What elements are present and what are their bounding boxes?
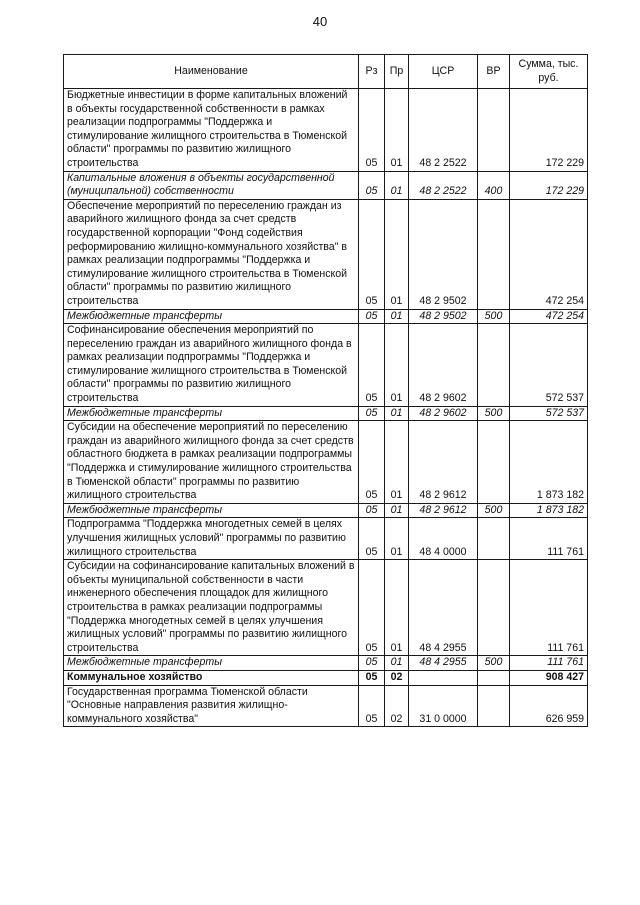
cell-sum: 111 761 <box>510 560 588 656</box>
cell-rz: 05 <box>359 324 385 407</box>
cell-name: Межбюджетные трансферты <box>64 656 359 671</box>
cell-vr <box>478 199 510 309</box>
cell-csr: 48 4 0000 <box>409 518 478 560</box>
cell-csr: 48 2 9612 <box>409 421 478 504</box>
header-sum: Сумма, тыс. руб. <box>510 55 588 89</box>
cell-vr: 500 <box>478 309 510 324</box>
cell-rz: 05 <box>359 171 385 199</box>
cell-rz: 05 <box>359 656 385 671</box>
table-row <box>64 503 588 518</box>
cell-sum: 626 959 <box>510 685 588 727</box>
cell-pr: 01 <box>385 199 409 309</box>
cell-name: Государственная программа Тюменской области "Основные направления развития жилищно-коммунального хозяйства" <box>64 685 359 727</box>
cell-rz: 05 <box>359 199 385 309</box>
table-row <box>64 324 588 407</box>
cell-name: Межбюджетные трансферты <box>64 309 359 324</box>
cell-csr: 48 2 2522 <box>409 89 478 172</box>
cell-sum: 572 537 <box>510 406 588 421</box>
table-row <box>64 89 588 172</box>
table-row <box>64 309 588 324</box>
cell-vr: 500 <box>478 656 510 671</box>
table-row <box>64 685 588 727</box>
table-row <box>64 656 588 671</box>
cell-sum: 111 761 <box>510 656 588 671</box>
cell-sum: 1 873 182 <box>510 421 588 504</box>
cell-sum: 472 254 <box>510 309 588 324</box>
cell-rz: 05 <box>359 518 385 560</box>
cell-pr: 01 <box>385 503 409 518</box>
cell-pr: 02 <box>385 670 409 685</box>
cell-pr: 01 <box>385 560 409 656</box>
cell-name: Межбюджетные трансферты <box>64 406 359 421</box>
header-name: Наименование <box>64 55 359 89</box>
cell-pr: 01 <box>385 309 409 324</box>
cell-csr: 31 0 0000 <box>409 685 478 727</box>
cell-csr: 48 2 9602 <box>409 406 478 421</box>
cell-name: Коммунальное хозяйство <box>64 670 359 685</box>
cell-sum: 172 229 <box>510 89 588 172</box>
cell-csr: 48 2 9502 <box>409 199 478 309</box>
cell-pr: 01 <box>385 89 409 172</box>
header-pr: Пр <box>385 55 409 89</box>
cell-name: Межбюджетные трансферты <box>64 503 359 518</box>
cell-vr <box>478 89 510 172</box>
header-vr: ВР <box>478 55 510 89</box>
cell-name: Бюджетные инвестиции в форме капитальных вложений в объекты государственной собственности в рамках реализации подпрограммы "Поддержка и стимулирование жилищного строительства в Тюменской области" программы по развитию жилищного строительства <box>64 89 359 172</box>
cell-sum: 908 427 <box>510 670 588 685</box>
cell-name: Обеспечение мероприятий по переселению граждан из аварийного жилищного фонда за счет средств государственной корпорации "Фонд содействия реформированию жилищно-коммунального хозяйства" в рамках реализации подпрограммы "Поддержка и стимулирование жилищного строительства в Тюменской области" программы по развитию жилищного строительства <box>64 199 359 309</box>
cell-sum: 172 229 <box>510 171 588 199</box>
cell-rz: 05 <box>359 685 385 727</box>
cell-csr: 48 2 9502 <box>409 309 478 324</box>
cell-name: Субсидии на обеспечение мероприятий по переселению граждан из аварийного жилищного фонда за счет средств областного бюджета в рамках реализации подпрограммы "Поддержка и стимулирование жилищного строительства в Тюменской области" программы по развитию жилищного строительства <box>64 421 359 504</box>
cell-pr: 01 <box>385 656 409 671</box>
cell-pr: 02 <box>385 685 409 727</box>
cell-rz: 05 <box>359 560 385 656</box>
cell-csr: 48 2 9602 <box>409 324 478 407</box>
cell-rz: 05 <box>359 406 385 421</box>
cell-vr: 400 <box>478 171 510 199</box>
cell-name: Субсидии на софинансирование капитальных вложений в объекты муниципальной собственности в части инженерного обеспечения площадок для жилищного строительства в рамках реализации подпрограммы "Поддержка многодетных семей в целях улучшения жилищных условий" программы по развитию жилищного строительства <box>64 560 359 656</box>
cell-csr: 48 2 2522 <box>409 171 478 199</box>
cell-rz: 05 <box>359 89 385 172</box>
cell-vr <box>478 421 510 504</box>
cell-vr <box>478 518 510 560</box>
header-csr: ЦСР <box>409 55 478 89</box>
cell-rz: 05 <box>359 670 385 685</box>
table-row <box>64 670 588 685</box>
table-row <box>64 560 588 656</box>
cell-pr: 01 <box>385 324 409 407</box>
page-number: 40 <box>312 14 328 29</box>
cell-csr: 48 4 2955 <box>409 656 478 671</box>
table-row <box>64 421 588 504</box>
cell-rz: 05 <box>359 421 385 504</box>
cell-pr: 01 <box>385 171 409 199</box>
cell-vr <box>478 670 510 685</box>
cell-vr: 500 <box>478 503 510 518</box>
table-row <box>64 171 588 199</box>
table-row <box>64 518 588 560</box>
table-header-row <box>64 55 588 89</box>
cell-pr: 01 <box>385 518 409 560</box>
cell-vr <box>478 324 510 407</box>
cell-pr: 01 <box>385 421 409 504</box>
cell-name: Подпрограмма "Поддержка многодетных семей в целях улучшения жилищных условий" программы по развитию жилищного строительства <box>64 518 359 560</box>
budget-table <box>63 54 588 727</box>
cell-csr: 48 4 2955 <box>409 560 478 656</box>
header-rz: Рз <box>359 55 385 89</box>
cell-sum: 111 761 <box>510 518 588 560</box>
cell-rz: 05 <box>359 503 385 518</box>
cell-vr <box>478 685 510 727</box>
cell-rz: 05 <box>359 309 385 324</box>
table-row <box>64 199 588 309</box>
cell-name: Софинансирование обеспечения мероприятий по переселению граждан из аварийного жилищного фонда в рамках реализации подпрограммы "Поддержка и стимулирование жилищного строительства в Тюменской области" программы по развитию жилищного строительства <box>64 324 359 407</box>
cell-pr: 01 <box>385 406 409 421</box>
cell-vr <box>478 560 510 656</box>
cell-csr <box>409 670 478 685</box>
cell-name: Капитальные вложения в объекты государственной (муниципальной) собственности <box>64 171 359 199</box>
cell-csr: 48 2 9612 <box>409 503 478 518</box>
cell-sum: 472 254 <box>510 199 588 309</box>
table-row <box>64 406 588 421</box>
table-body <box>64 89 588 727</box>
cell-sum: 572 537 <box>510 324 588 407</box>
cell-vr: 500 <box>478 406 510 421</box>
cell-sum: 1 873 182 <box>510 503 588 518</box>
